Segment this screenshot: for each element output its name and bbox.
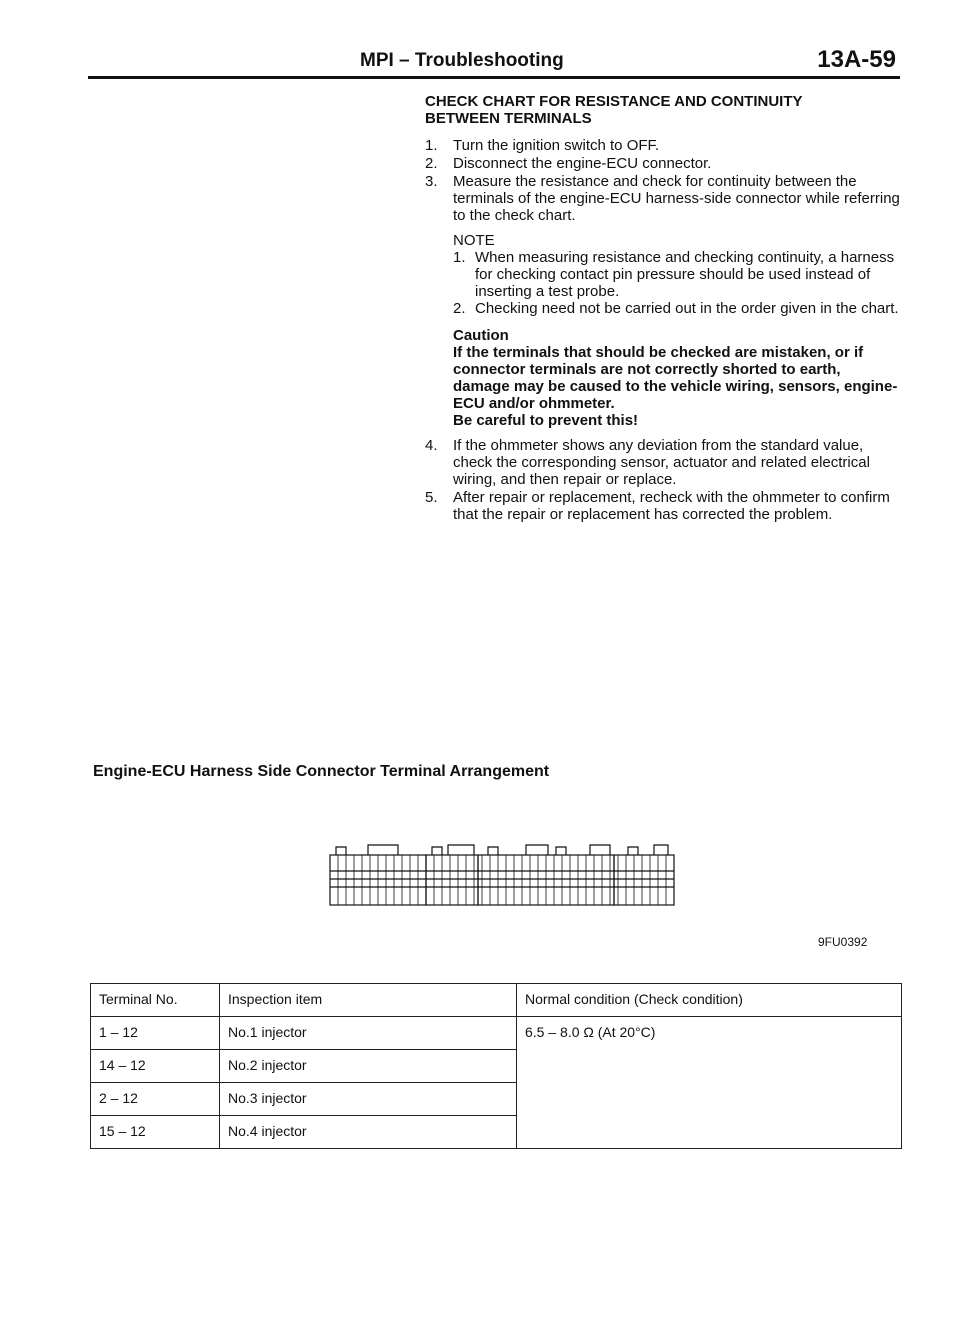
- note-number: 1.: [453, 249, 466, 266]
- header-terminal: Terminal No.: [91, 984, 220, 1017]
- check-chart-table: [90, 983, 902, 1149]
- normal-condition-cell: 6.5 – 8.0 Ω (At 20°C): [517, 1017, 902, 1149]
- step-number: 4.: [425, 437, 438, 454]
- caution-warning: Be careful to prevent this!: [453, 412, 639, 429]
- caution-block: [453, 327, 900, 429]
- note-block: [453, 232, 900, 317]
- header-normal-condition: Normal condition (Check condition): [517, 984, 902, 1017]
- step-text: Disconnect the engine-ECU connector.: [453, 155, 712, 172]
- header-rule: [88, 76, 900, 79]
- page-number: 13A-59: [817, 46, 896, 73]
- step-text: Measure the resistance and check for continuity between the terminals of the engine-ECU harness-side connector while referring to the check chart.: [453, 173, 900, 224]
- inspection-item-cell: No.2 injector: [220, 1050, 517, 1083]
- heading-line-1: CHECK CHART FOR RESISTANCE AND CONTINUITY: [425, 93, 803, 110]
- terminal-cell: 2 – 12: [91, 1083, 220, 1116]
- inspection-item-cell: No.4 injector: [220, 1116, 517, 1149]
- step-item: [425, 489, 900, 523]
- step-number: 5.: [425, 489, 438, 506]
- step-number: 3.: [425, 173, 438, 190]
- connector-diagram: [328, 841, 676, 907]
- procedure-section: [425, 93, 900, 524]
- note-item: [453, 249, 900, 300]
- diagram-title: Engine-ECU Harness Side Connector Terminal Arrangement: [93, 763, 550, 780]
- note-text: When measuring resistance and checking continuity, a harness for checking contact pin pressure should be used instead of inserting a test probe.: [475, 249, 895, 300]
- step-item: [425, 155, 900, 172]
- inspection-item-cell: No.1 injector: [220, 1017, 517, 1050]
- terminal-cell: 14 – 12: [91, 1050, 220, 1083]
- caution-text: If the terminals that should be checked are mistaken, or if connector terminals are not correctly shorted to earth, damage may be caused to the vehicle wiring, sensors, engine-ECU and/or ohmmeter.: [453, 344, 898, 412]
- table-header-row: [91, 984, 902, 1017]
- section-heading: [425, 93, 900, 127]
- step-text: After repair or replacement, recheck with the ohmmeter to confirm that the repair or replacement has corrected the problem.: [453, 489, 890, 523]
- heading-line-2: BETWEEN TERMINALS: [425, 110, 592, 127]
- step-item: [425, 437, 900, 488]
- step-number: 2.: [425, 155, 438, 172]
- step-item: [425, 173, 900, 224]
- page-header: [88, 46, 900, 76]
- caution-label: Caution: [453, 327, 509, 344]
- terminal-cell: 1 – 12: [91, 1017, 220, 1050]
- note-text: Checking need not be carried out in the order given in the chart.: [475, 300, 899, 317]
- header-inspection-item: Inspection item: [220, 984, 517, 1017]
- step-text: If the ohmmeter shows any deviation from the standard value, check the corresponding sensor, actuator and related electrical wiring, and then repair or replace.: [453, 437, 870, 488]
- step-text: Turn the ignition switch to OFF.: [453, 137, 660, 154]
- page-title: MPI – Troubleshooting: [360, 50, 564, 71]
- note-label: NOTE: [453, 232, 495, 249]
- figure-code: 9FU0392: [818, 935, 868, 949]
- note-item: [453, 300, 900, 317]
- terminal-cell: 15 – 12: [91, 1116, 220, 1149]
- inspection-item-cell: No.3 injector: [220, 1083, 517, 1116]
- step-item: [425, 137, 900, 154]
- step-number: 1.: [425, 137, 438, 154]
- table-row: [91, 1017, 902, 1050]
- note-number: 2.: [453, 300, 466, 317]
